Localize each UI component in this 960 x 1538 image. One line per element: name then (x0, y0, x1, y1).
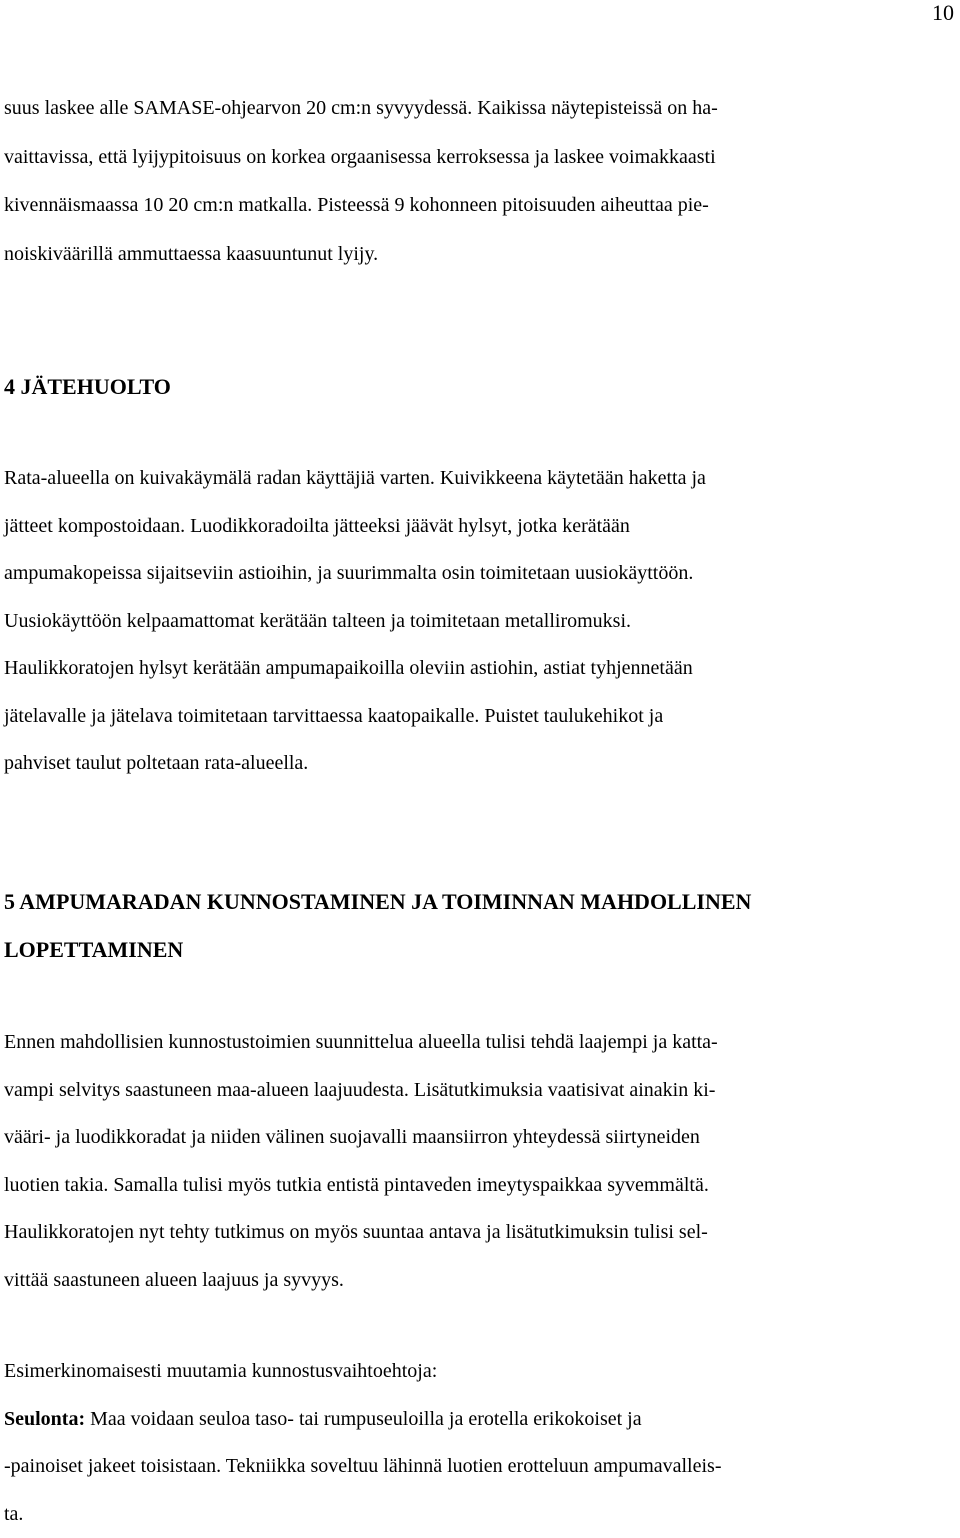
section-5-line-3: vääri- ja luodikkoradat ja niiden välinen suojavalli maansiirron yhteydessä siirtyneiden (4, 1114, 954, 1162)
section-4-line-1: Rata-alueella on kuivakäymälä radan käyttäjiä varten. Kuivikkeena käytetään haketta ja (4, 455, 954, 503)
section-4-line-3: ampumakopeissa sijaitseviin astioihin, ja suurimmalta osin toimitetaan uusiokäyttöön. (4, 550, 954, 598)
alternatives-intro: Esimerkinomaisesti muutamia kunnostusvaihtoehtoja: (4, 1348, 954, 1396)
intro-line-3: kivennäismaassa 10 20 cm:n matkalla. Pisteessä 9 kohonneen pitoisuuden aiheuttaa pie- (4, 181, 954, 230)
section-5-heading (4, 878, 954, 974)
section-4-line-6: jätelavalle ja jätelava toimitetaan tarvittaessa kaatopaikalle. Puistet taulukehikot ja (4, 693, 954, 741)
section-4-line-5: Haulikkoratojen hylsyt kerätään ampumapaikoilla oleviin astiohin, astiat tyhjennetään (4, 645, 954, 693)
alternatives-item-text: Maa voidaan seuloa taso- tai rumpuseuloilla ja erotella erikokoiset ja (85, 1408, 641, 1430)
alternatives-item-seulonta (4, 1396, 954, 1444)
page-number: 10 (932, 0, 954, 26)
section-5-heading-line-1: 5 AMPUMARADAN KUNNOSTAMINEN JA TOIMINNAN MAHDOLLINEN (4, 878, 954, 926)
section-5-heading-line-2: LOPETTAMINEN (4, 926, 954, 974)
alternatives-continuation-1: -painoiset jakeet toisistaan. Tekniikka soveltuu lähinnä luotien erotteluun ampumavalleis- (4, 1443, 954, 1491)
intro-line-1: suus laskee alle SAMASE-ohjearvon 20 cm:n syvyydessä. Kaikissa näytepisteissä on ha- (4, 84, 954, 133)
intro-line-4: noiskiväärillä ammuttaessa kaasuuntunut lyijy. (4, 230, 954, 279)
section-5-line-6: vittää saastuneen alueen laajuus ja syvyys. (4, 1257, 954, 1305)
alternatives-paragraph (4, 1348, 954, 1538)
intro-line-2: vaittavissa, että lyijypitoisuus on korkea orgaanisessa kerroksessa ja laskee voimakkaasti (4, 133, 954, 182)
section-4-line-4: Uusiokäyttöön kelpaamattomat kerätään talteen ja toimitetaan metalliromuksi. (4, 598, 954, 646)
section-4-paragraph (4, 455, 954, 788)
alternatives-item-label: Seulonta: (4, 1408, 85, 1430)
section-4-heading-text: 4 JÄTEHUOLTO (4, 363, 954, 411)
intro-paragraph (4, 84, 954, 278)
section-5-line-1: Ennen mahdollisien kunnostustoimien suunnittelua alueella tulisi tehdä laajempi ja katta- (4, 1019, 954, 1067)
section-4-line-2: jätteet kompostoidaan. Luodikkoradoilta jätteeksi jäävät hylsyt, jotka kerätään (4, 503, 954, 551)
section-4-line-7: pahviset taulut poltetaan rata-alueella. (4, 740, 954, 788)
section-4-heading (4, 363, 954, 411)
section-5-line-4: luotien takia. Samalla tulisi myös tutkia entistä pintaveden imeytyspaikkaa syvemmältä. (4, 1162, 954, 1210)
alternatives-continuation-2: ta. (4, 1491, 954, 1538)
section-5-line-2: vampi selvitys saastuneen maa-alueen laajuudesta. Lisätutkimuksia vaatisivat ainakin ki- (4, 1067, 954, 1115)
section-5-line-5: Haulikkoratojen nyt tehty tutkimus on myös suuntaa antava ja lisätutkimuksin tulisi sel- (4, 1209, 954, 1257)
section-5-paragraph (4, 1019, 954, 1304)
